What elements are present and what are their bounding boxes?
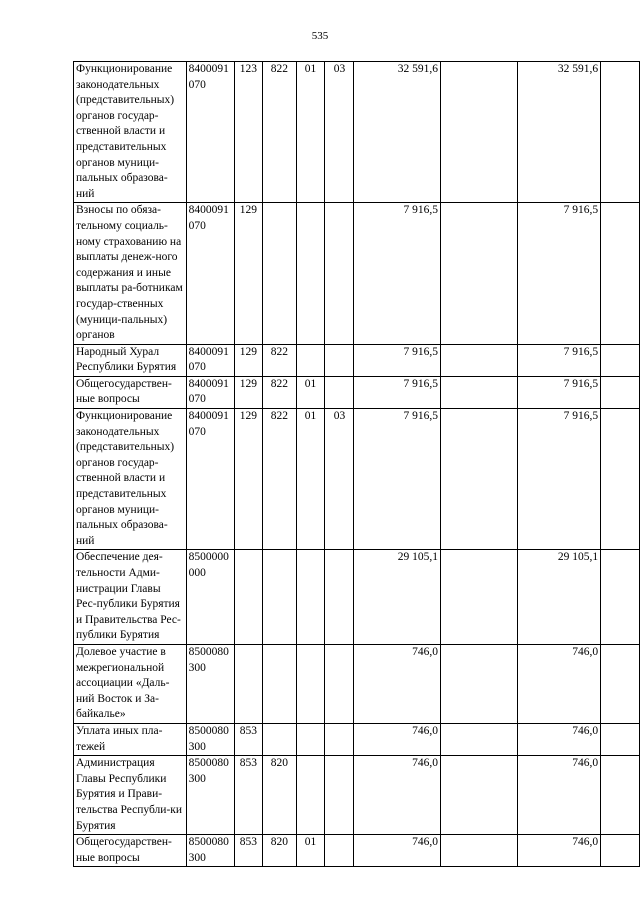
row-name: Общегосударствен-ные вопросы xyxy=(74,376,187,408)
row-section: 01 xyxy=(296,835,325,867)
budget-table xyxy=(73,61,640,867)
table-row xyxy=(74,344,640,376)
row-target-code: 8400091070 xyxy=(186,203,234,344)
row-amount: 746,0 xyxy=(354,835,441,867)
row-expense-type: 129 xyxy=(234,409,262,550)
row-amount-total: 746,0 xyxy=(517,644,600,723)
row-subsection xyxy=(325,644,354,723)
row-name: Взносы по обяза-тельному социаль-ному страхованию на выплаты денеж-ного содержания и иные выплаты ра-ботникам государ-ственных (муници-пальных) органов xyxy=(74,203,187,344)
row-section xyxy=(296,550,325,645)
row-amount: 7 916,5 xyxy=(354,376,441,408)
row-target-code: 8500000000 xyxy=(186,550,234,645)
row-name: Общегосударствен-ные вопросы xyxy=(74,835,187,867)
table-row xyxy=(74,203,640,344)
row-amount-extra xyxy=(441,344,518,376)
row-name: Администрация Главы Республики Бурятия и Прави-тельства Республи-ки Бурятия xyxy=(74,756,187,835)
row-admin-code xyxy=(263,203,296,344)
row-admin-code: 820 xyxy=(263,756,296,835)
row-amount-note xyxy=(601,644,640,723)
row-amount-extra xyxy=(441,756,518,835)
table-row xyxy=(74,723,640,755)
row-subsection xyxy=(325,203,354,344)
row-subsection xyxy=(325,835,354,867)
row-name: Народный Хурал Республики Бурятия xyxy=(74,344,187,376)
row-amount-note xyxy=(601,723,640,755)
row-admin-code: 820 xyxy=(263,835,296,867)
row-amount-extra xyxy=(441,203,518,344)
row-name: Обеспечение дея-тельности Адми-нистрации Главы Рес-публики Бурятия и Правительства Рес-публики Бурятия xyxy=(74,550,187,645)
row-name: Функционирование законодательных (представительных) органов государ-ственной власти и представительных органов муници-пальных образова-ний xyxy=(74,409,187,550)
table-row xyxy=(74,409,640,550)
row-amount-total: 7 916,5 xyxy=(517,344,600,376)
row-amount: 7 916,5 xyxy=(354,409,441,550)
row-amount-extra xyxy=(441,62,518,203)
row-section xyxy=(296,344,325,376)
row-name: Функционирование законодательных (представительных) органов государ-ственной власти и представительных органов муници-пальных образова-ний xyxy=(74,62,187,203)
row-expense-type: 129 xyxy=(234,203,262,344)
row-amount-extra xyxy=(441,723,518,755)
table-row xyxy=(74,376,640,408)
row-expense-type xyxy=(234,550,262,645)
row-admin-code: 822 xyxy=(263,62,296,203)
row-amount-note xyxy=(601,203,640,344)
row-expense-type xyxy=(234,644,262,723)
row-amount: 7 916,5 xyxy=(354,344,441,376)
row-admin-code: 822 xyxy=(263,344,296,376)
row-admin-code: 822 xyxy=(263,376,296,408)
row-section xyxy=(296,644,325,723)
row-expense-type: 853 xyxy=(234,723,262,755)
row-expense-type: 123 xyxy=(234,62,262,203)
row-name: Уплата иных пла-тежей xyxy=(74,723,187,755)
row-section xyxy=(296,203,325,344)
row-amount-note xyxy=(601,756,640,835)
table-row xyxy=(74,835,640,867)
row-amount-total: 7 916,5 xyxy=(517,376,600,408)
row-amount: 746,0 xyxy=(354,644,441,723)
row-amount-total: 746,0 xyxy=(517,835,600,867)
row-amount-note xyxy=(601,550,640,645)
row-target-code: 8400091070 xyxy=(186,409,234,550)
row-section xyxy=(296,756,325,835)
row-section xyxy=(296,723,325,755)
row-subsection xyxy=(325,550,354,645)
row-section: 01 xyxy=(296,62,325,203)
row-amount: 746,0 xyxy=(354,723,441,755)
row-amount: 7 916,5 xyxy=(354,203,441,344)
row-amount-total: 746,0 xyxy=(517,756,600,835)
row-name: Долевое участие в межрегиональной ассоциации «Даль-ний Восток и За-байкалье» xyxy=(74,644,187,723)
row-amount-extra xyxy=(441,376,518,408)
row-expense-type: 853 xyxy=(234,835,262,867)
row-amount-note xyxy=(601,344,640,376)
row-target-code: 8500080300 xyxy=(186,835,234,867)
table-row xyxy=(74,550,640,645)
row-target-code: 8400091070 xyxy=(186,62,234,203)
row-target-code: 8400091070 xyxy=(186,344,234,376)
row-amount-extra xyxy=(441,550,518,645)
table-row xyxy=(74,756,640,835)
row-section: 01 xyxy=(296,376,325,408)
row-amount: 29 105,1 xyxy=(354,550,441,645)
row-amount: 32 591,6 xyxy=(354,62,441,203)
budget-table-body xyxy=(74,62,640,867)
table-row xyxy=(74,62,640,203)
row-amount-extra xyxy=(441,835,518,867)
row-expense-type: 129 xyxy=(234,344,262,376)
table-row xyxy=(74,644,640,723)
row-subsection xyxy=(325,756,354,835)
row-amount-note xyxy=(601,835,640,867)
row-amount-total: 746,0 xyxy=(517,723,600,755)
row-admin-code: 822 xyxy=(263,409,296,550)
row-admin-code xyxy=(263,644,296,723)
row-target-code: 8500080300 xyxy=(186,756,234,835)
row-amount: 746,0 xyxy=(354,756,441,835)
row-amount-note xyxy=(601,409,640,550)
row-amount-total: 7 916,5 xyxy=(517,409,600,550)
row-expense-type: 129 xyxy=(234,376,262,408)
row-expense-type: 853 xyxy=(234,756,262,835)
row-subsection xyxy=(325,723,354,755)
row-admin-code xyxy=(263,550,296,645)
row-subsection: 03 xyxy=(325,409,354,550)
page-number: 535 xyxy=(311,30,329,42)
row-amount-note xyxy=(601,376,640,408)
row-amount-extra xyxy=(441,409,518,550)
row-amount-total: 32 591,6 xyxy=(517,62,600,203)
row-admin-code xyxy=(263,723,296,755)
row-target-code: 8400091070 xyxy=(186,376,234,408)
row-section: 01 xyxy=(296,409,325,550)
row-amount-total: 7 916,5 xyxy=(517,203,600,344)
row-target-code: 8500080300 xyxy=(186,644,234,723)
row-amount-note xyxy=(601,62,640,203)
row-subsection: 03 xyxy=(325,62,354,203)
row-target-code: 8500080300 xyxy=(186,723,234,755)
row-amount-extra xyxy=(441,644,518,723)
row-subsection xyxy=(325,344,354,376)
row-amount-total: 29 105,1 xyxy=(517,550,600,645)
row-subsection xyxy=(325,376,354,408)
